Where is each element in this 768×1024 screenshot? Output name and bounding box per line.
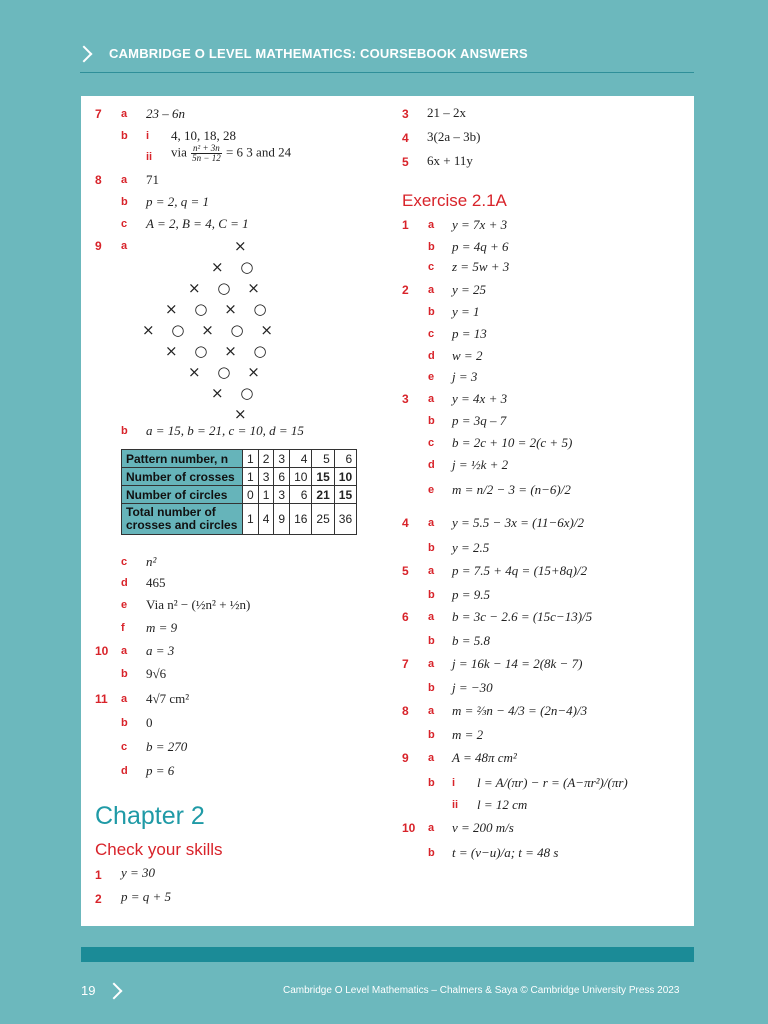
part-label: b [428, 306, 435, 318]
question-number: 8 [402, 704, 409, 718]
pattern-row: × ○ × [188, 279, 266, 297]
answer-text: j = 16k − 14 = 2(8k − 7) [452, 656, 583, 671]
part-label: c [428, 328, 435, 340]
answer-text: y = 7x + 3 [452, 217, 508, 232]
subpart-label: ii [146, 151, 153, 163]
part-label: b [428, 241, 435, 253]
pattern-row: × ○ × ○ [165, 300, 273, 318]
part-label: c [428, 437, 435, 449]
answer-text: b = 2c + 10 = 2(c + 5) [452, 435, 573, 450]
question-number: 1 [95, 868, 102, 882]
answer-text: 23 – 6n [146, 106, 185, 121]
part-label: b [121, 130, 128, 142]
answer-text: p = 6 [146, 763, 175, 778]
part-label: b [121, 425, 128, 437]
part-label: e [121, 599, 128, 611]
answer-text: j = −30 [452, 680, 493, 695]
chevron-right-icon [106, 983, 123, 1000]
answer-text: m = 9 [146, 620, 178, 635]
subpart-label: ii [452, 799, 459, 811]
chevron-right-icon [76, 46, 93, 63]
answer-text: j = 3 [452, 369, 478, 384]
part-label: d [428, 350, 435, 362]
part-label: a [121, 174, 128, 186]
part-label: a [428, 752, 435, 764]
answer-text: b = 3c − 2.6 = (15c−13)/5 [452, 609, 593, 624]
table-cell: 21 [312, 486, 334, 504]
table-cell: 16 [290, 504, 312, 535]
chapter-heading: Chapter 2 [95, 802, 205, 830]
answer-text: 465 [146, 575, 166, 590]
table-cell: 2 [258, 450, 274, 468]
table-cell: 1 [243, 504, 259, 535]
answer-text: y = 4x + 3 [452, 391, 508, 406]
table-cell: 9 [274, 504, 290, 535]
answer-text: y = 25 [452, 282, 487, 297]
subpart-label: i [146, 130, 150, 142]
question-number: 5 [402, 155, 409, 169]
part-label: b [121, 196, 128, 208]
table-cell: 1 [243, 450, 259, 468]
answer-text: a = 3 [146, 643, 175, 658]
pattern-row: × ○ [211, 258, 260, 276]
part-label: c [428, 261, 435, 273]
part-label: f [121, 622, 125, 634]
part-label: c [121, 218, 128, 230]
pattern-row: × ○ [211, 384, 260, 402]
question-number: 3 [402, 107, 409, 121]
question-number: 2 [95, 892, 102, 906]
table-row [122, 486, 357, 504]
part-label: b [428, 589, 435, 601]
page-number: 19 [81, 983, 96, 998]
part-label: b [121, 717, 128, 729]
table-cell: 6 [290, 486, 312, 504]
answer-text: 4, 10, 18, 28 [171, 128, 236, 143]
row-header: Number of circles [122, 486, 243, 504]
part-label: a [428, 517, 435, 529]
answer-text: y = 30 [121, 865, 156, 880]
table-cell: 36 [334, 504, 356, 535]
subpart-label: i [452, 777, 456, 789]
question-number: 8 [95, 173, 102, 187]
part-label: a [428, 284, 435, 296]
question-number: 1 [402, 218, 409, 232]
row-header: Total number of crosses and circles [122, 504, 243, 535]
pattern-table [121, 449, 357, 535]
part-label: a [121, 645, 128, 657]
table-cell: 25 [312, 504, 334, 535]
part-label: a [121, 240, 128, 252]
question-number: 3 [402, 392, 409, 406]
answer-text: b = 5.8 [452, 633, 491, 648]
answer-text: 71 [146, 172, 159, 187]
numerator: n² + 3n [193, 143, 220, 153]
answer-text: p = 9.5 [452, 587, 491, 602]
question-number: 7 [95, 107, 102, 121]
question-number: 5 [402, 564, 409, 578]
answer-text [171, 144, 291, 163]
table-cell: 15 [312, 468, 334, 486]
part-label: e [428, 371, 435, 383]
answer-text: Via n² − (½n² + ½n) [146, 597, 251, 612]
part-label: b [428, 729, 435, 741]
answers-panel [81, 96, 694, 926]
answer-text: y = 5.5 − 3x = (11−6x)/2 [452, 515, 584, 530]
part-label: b [428, 682, 435, 694]
answer-text: n² [146, 554, 157, 569]
question-number: 2 [402, 283, 409, 297]
pattern-row: × [234, 237, 253, 255]
question-number: 9 [95, 239, 102, 253]
fraction [191, 144, 222, 163]
bottom-bar [81, 947, 694, 962]
answer-text: z = 5w + 3 [452, 259, 510, 274]
part-label: a [121, 108, 128, 120]
answer-text: p = q + 5 [121, 889, 172, 904]
answer-text: y = 1 [452, 304, 480, 319]
part-label: a [428, 705, 435, 717]
answer-text: w = 2 [452, 348, 483, 363]
table-cell: 5 [312, 450, 334, 468]
table-row [122, 450, 357, 468]
answer-text: y = 2.5 [452, 540, 490, 555]
answer-text: 0 [146, 715, 153, 730]
part-label: b [121, 668, 128, 680]
answer-text: m = n/2 − 3 = (n−6)/2 [452, 482, 571, 497]
answer-text: m = 2 [452, 727, 484, 742]
part-label: a [428, 611, 435, 623]
part-label: a [428, 658, 435, 670]
table-cell: 6 [274, 468, 290, 486]
part-label: e [428, 484, 435, 496]
part-label: a [428, 393, 435, 405]
answer-text: b = 270 [146, 739, 188, 754]
part-label: b [428, 542, 435, 554]
table-cell: 0 [243, 486, 259, 504]
table-row [122, 468, 357, 486]
part-label: d [121, 577, 128, 589]
table-cell: 4 [258, 504, 274, 535]
part-label: d [428, 459, 435, 471]
pattern-row: × ○ × ○ [165, 342, 273, 360]
answer-text: 9√6 [146, 666, 167, 681]
row-header: Pattern number, n [122, 450, 243, 468]
answer-text: p = 3q – 7 [452, 413, 507, 428]
table-cell: 3 [274, 450, 290, 468]
question-number: 10 [95, 644, 109, 658]
answer-text: 21 – 2x [427, 105, 466, 120]
part-label: b [428, 847, 435, 859]
part-label: a [428, 219, 435, 231]
table-cell: 10 [290, 468, 312, 486]
footer-credit: Cambridge O Level Mathematics – Chalmers & Saya © Cambridge University Press 2023 [283, 985, 680, 996]
exercise-heading: Exercise 2.1A [402, 191, 507, 210]
pattern-row: × [234, 405, 253, 423]
part-label: b [428, 777, 435, 789]
table-cell: 1 [243, 468, 259, 486]
answer-text: p = 7.5 + 4q = (15+8q)/2 [452, 563, 588, 578]
table-row [122, 504, 357, 535]
answer-text: p = 4q + 6 [452, 239, 509, 254]
table-cell: 4 [290, 450, 312, 468]
question-number: 4 [402, 131, 409, 145]
answer-text: p = 13 [452, 326, 487, 341]
part-label: a [428, 565, 435, 577]
question-number: 9 [402, 751, 409, 765]
pattern-row: × ○ × [188, 363, 266, 381]
question-number: 7 [402, 657, 409, 671]
answer-text: j = ½k + 2 [452, 457, 509, 472]
answer-text: A = 2, B = 4, C = 1 [146, 216, 249, 231]
table-cell: 1 [258, 486, 274, 504]
part-label: a [121, 693, 128, 705]
part-label: a [428, 822, 435, 834]
part-label: c [121, 741, 128, 753]
section-heading: Check your skills [95, 840, 223, 859]
part-label: b [428, 415, 435, 427]
answer-via: via [171, 144, 187, 160]
answer-text: a = 15, b = 21, c = 10, d = 15 [146, 423, 304, 438]
answer-text: p = 2, q = 1 [146, 194, 210, 209]
row-header: Number of crosses [122, 468, 243, 486]
answer-text: t = (v−u)/a; t = 48 s [452, 845, 559, 860]
answer-text: 4√7 cm² [146, 691, 190, 706]
table-cell: 15 [334, 486, 356, 504]
question-number: 6 [402, 610, 409, 624]
answer-text: m = ⅔n − 4/3 = (2n−4)/3 [452, 703, 588, 718]
pattern-row: × ○ × ○ × [142, 321, 279, 339]
question-number: 4 [402, 516, 409, 530]
header-title: CAMBRIDGE O LEVEL MATHEMATICS: COURSEBOOK ANSWERS [109, 46, 528, 61]
table-cell: 6 [334, 450, 356, 468]
denominator: 5n − 12 [192, 153, 221, 163]
question-number: 11 [95, 692, 108, 706]
answer-text: l = 12 cm [477, 797, 528, 812]
answer-text: l = A/(πr) − r = (A−πr²)/(πr) [477, 775, 628, 790]
answer-text: v = 200 m/s [452, 820, 514, 835]
answer-rest: = 6 3 and 24 [222, 144, 292, 160]
page-header [80, 40, 694, 73]
answer-text: 3(2a – 3b) [427, 129, 481, 144]
part-label: c [121, 556, 128, 568]
table-cell: 3 [258, 468, 274, 486]
part-label: b [428, 635, 435, 647]
answer-text: 6x + 11y [427, 153, 473, 168]
table-cell: 3 [274, 486, 290, 504]
table-cell: 10 [334, 468, 356, 486]
question-number: 10 [402, 821, 416, 835]
answer-text: A = 48π cm² [452, 750, 517, 765]
part-label: d [121, 765, 128, 777]
